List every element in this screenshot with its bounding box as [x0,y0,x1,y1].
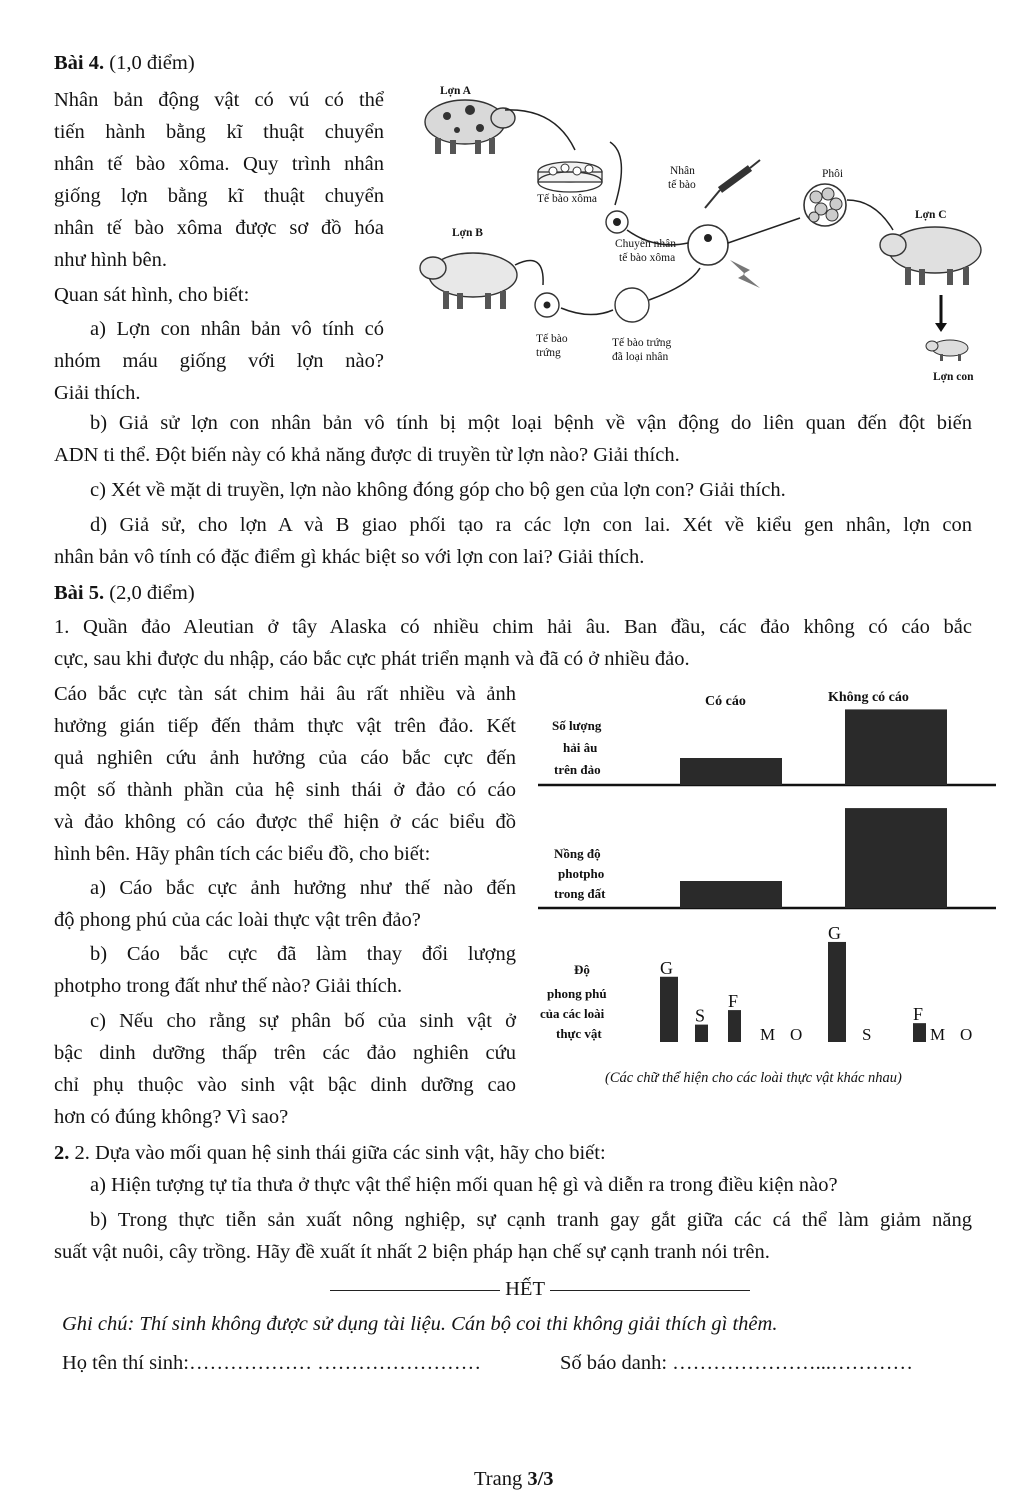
end-marker [330,1273,750,1306]
bai5-p2 [54,1137,606,1170]
bai5-qc-line: hơn có đúng không? Vì sao? [54,1106,289,1128]
panel2-label-2: trong đất [554,886,606,901]
bai4-qa-line: a) Lợn con nhân bản vô tính có [90,318,384,340]
bai5-left-line: Cáo bắc cực tàn sát chim hải âu rất nhiều và ảnh [54,683,516,705]
label-nucleus-1: Nhân [670,165,695,177]
label-egg-2: trứng [536,347,561,359]
bai5-p2-num: 2. [54,1142,70,1164]
legend-without-fox: Không có cáo [828,690,909,705]
bai5-p2b-line: b) Trong thực tiễn sản xuất nông nghiệp, sự cạnh tranh gay gắt giữa các cá thể làm giảm năng [90,1209,972,1231]
syringe-icon [705,160,760,208]
footer-note: Ghi chú: Thí sinh không được sử dụng tài liệu. Cán bộ coi thi không giải thích gì thêm. [62,1313,778,1335]
panel3-label-0: Độ [574,962,590,977]
bai4-intro-line: nhân tế bào xôma được sơ đồ hóa [54,217,384,239]
bai4-points: (1,0 điểm) [109,52,195,74]
panel3-label-1: phong phú [547,986,607,1001]
bai5-left-line: và đảo không có cáo được thể hiện ở các biểu đồ [54,811,516,833]
end-text: HẾT [505,1278,545,1300]
bai4-intro-line: tiến hành bằng kĩ thuật chuyển [54,121,384,143]
bai5-left-line: hưởng gián tiếp đến thảm thực vật trên đảo. Kết [54,715,516,737]
label-egg-1: Tế bào [536,333,568,345]
label-nucleus-2: tế bào [668,179,696,191]
richness-label-nofox-G: G [828,922,841,943]
page-label: Trang [474,1468,528,1490]
richness-bar-fox-S [695,1025,708,1042]
richness-bar-nofox-F [913,1023,926,1042]
bai4-heading [54,47,195,80]
bai4-qd-line: nhân bản vô tính có đặc điểm gì khác biệt so với lợn con lai? Giải thích. [54,546,645,568]
panel1-label-0: Số lượng [552,718,602,733]
enucleated-egg-icon [615,288,649,322]
bai5-heading [54,577,195,610]
candidate-id-dots: …………………...………… [672,1352,914,1374]
richness-label-fox-F: F [728,991,739,1012]
bai5-points: (2,0 điểm) [109,582,195,604]
panel1-bar-with-fox [680,758,782,785]
richness-label-fox-O: O [790,1025,803,1044]
candidate-id-line [560,1347,913,1380]
bai4-observe: Quan sát hình, cho biết: [54,284,250,306]
embryo-icon [804,184,846,226]
bai5-qc-line: chỉ phụ thuộc vào sinh vật bậc dinh dưỡng cao [54,1074,516,1096]
pig-b-icon [420,253,517,309]
label-piglet: Lợn con [933,371,974,383]
bai5-qc-line: bậc dinh dưỡng thấp trên các đảo nghiên cứu [54,1042,516,1064]
label-transfer-1: Chuyển nhân [615,238,677,250]
petri-dish-icon [538,162,602,192]
panel1-label-2: trên đảo [554,762,601,777]
bai4-qa-line: nhóm máu giống với lợn nào? [54,350,384,372]
label-transfer-2: tế bào xôma [619,252,676,264]
bai4-qb-line: b) Giả sử lợn con nhân bản vô tính bị một loại bệnh về vận động do liên quan đến đột biến [90,412,972,434]
pig-c-icon [880,227,981,285]
panel2-label-1: photpho [558,866,605,881]
richness-label-fox-M: M [760,1025,776,1044]
bai5-p1-line: 1. Quần đảo Aleutian ở tây Alaska có nhiều chim hải âu. Ban đầu, các đảo không có cáo bắc [54,616,972,638]
egg-cell-icon [535,293,559,317]
candidate-name-dots: ……………… …………………… [188,1352,482,1374]
label-enucleated-2: đã loại nhân [612,351,669,363]
cloning-diagram [405,80,995,385]
label-pig-b: Lợn B [452,227,483,239]
bai5-p2b-line: suất vật nuôi, cây trồng. Hãy đề xuất ít nhất 2 biện pháp hạn chế sự cạnh tranh nói trên. [54,1241,770,1263]
electric-pulse-icon [730,260,760,288]
bai4-intro-line: nhân tế bào xôma. Quy trình nhân [54,153,384,175]
candidate-name-label: Họ tên thí sinh: [62,1352,189,1374]
panel1-bar-without-fox [845,709,947,785]
label-embryo: Phôi [822,168,844,180]
richness-bar-fox-G [660,977,678,1042]
candidate-id-label: Số báo danh: [560,1352,668,1374]
bai5-qb-line: photpho trong đất như thế nào? Giải thích. [54,975,403,997]
fused-egg-icon [688,225,728,265]
bai5-p1-line: cực, sau khi được du nhập, cáo bắc cực phát triển mạnh và đã có ở nhiều đảo. [54,648,690,670]
bai5-left-line: một số thành phần của hệ sinh thái ở đảo có cáo [54,779,516,801]
richness-bar-nofox-G [828,942,846,1042]
bai4-title: Bài 4. [54,52,105,74]
bai5-title: Bài 5. [54,582,105,604]
panel2-bar-with-fox [680,881,782,908]
bai5-left-line: hình bên. Hãy phân tích các biểu đồ, cho biết: [54,843,431,865]
legend-with-fox: Có cáo [705,694,746,709]
bai4-qa-line: Giải thích. [54,382,141,404]
pig-a-icon [425,100,515,154]
bai5-qc-line: c) Nếu cho rằng sự phân bố của sinh vật ở [90,1010,516,1032]
nucleus-cell-icon [606,211,628,233]
bai4-qb-line: ADN ti thể. Đột biến này có khả năng được di truyền từ lợn nào? Giải thích. [54,444,680,466]
label-pig-a: Lợn A [440,85,471,97]
bai5-qa-line: a) Cáo bắc cực ảnh hưởng như thế nào đến [90,877,516,899]
label-somatic-cells: Tế bào xôma [537,193,598,205]
richness-label-nofox-S: S [862,1025,872,1044]
chart-note: (Các chữ thể hiện cho các loài thực vật khác nhau) [605,1070,902,1086]
page-num: 3/3 [527,1468,554,1490]
bai4-qc: c) Xét về mặt di truyền, lợn nào không đóng góp cho bộ gen của lợn con? Giải thích. [90,479,786,501]
richness-label-fox-G: G [660,957,673,978]
panel1-label-1: hải âu [563,740,598,755]
end-line-left [330,1290,500,1291]
piglet-icon [926,340,968,361]
bai5-left-line: quả nghiên cứu ảnh hưởng của cáo bắc cực đến [54,747,516,769]
bai4-intro-line: giống lợn bằng kĩ thuật chuyển [54,185,384,207]
richness-label-fox-S: S [695,1005,706,1026]
bai4-intro-line: như hình bên. [54,249,168,271]
bai4-qd-line: d) Giả sử, cho lợn A và B giao phối tạo ra các lợn con lai. Xét về kiểu gen nhân, lợn con [90,514,972,536]
richness-label-nofox-F: F [913,1004,924,1025]
candidate-name-line [62,1347,481,1380]
bai5-p2-text: 2. Dựa vào mối quan hệ sinh thái giữa các sinh vật, hãy cho biết: [74,1142,606,1164]
fox-impact-chart [530,680,1000,1090]
panel3-label-3: thực vật [556,1026,602,1041]
bai5-p2a: a) Hiện tượng tự tỉa thưa ở thực vật thể hiện mối quan hệ gì và diễn ra trong điều kiện nào? [90,1174,838,1196]
end-line-right [550,1290,750,1291]
richness-label-nofox-M: M [930,1025,946,1044]
panel2-label-0: Nồng độ [554,846,601,861]
bai5-qa-line: độ phong phú của các loài thực vật trên đảo? [54,909,421,931]
panel2-bar-without-fox [845,808,947,908]
page-number [474,1463,554,1496]
richness-bar-fox-F [728,1010,741,1042]
bai5-qb-line: b) Cáo bắc cực đã làm thay đổi lượng [90,943,516,965]
panel3-label-2: của các loài [540,1006,605,1021]
richness-label-nofox-O: O [960,1025,973,1044]
label-pig-c: Lợn C [915,209,947,221]
label-enucleated-1: Tế bào trứng [612,337,672,349]
bai4-intro-line: Nhân bản động vật có vú có thể [54,89,384,111]
